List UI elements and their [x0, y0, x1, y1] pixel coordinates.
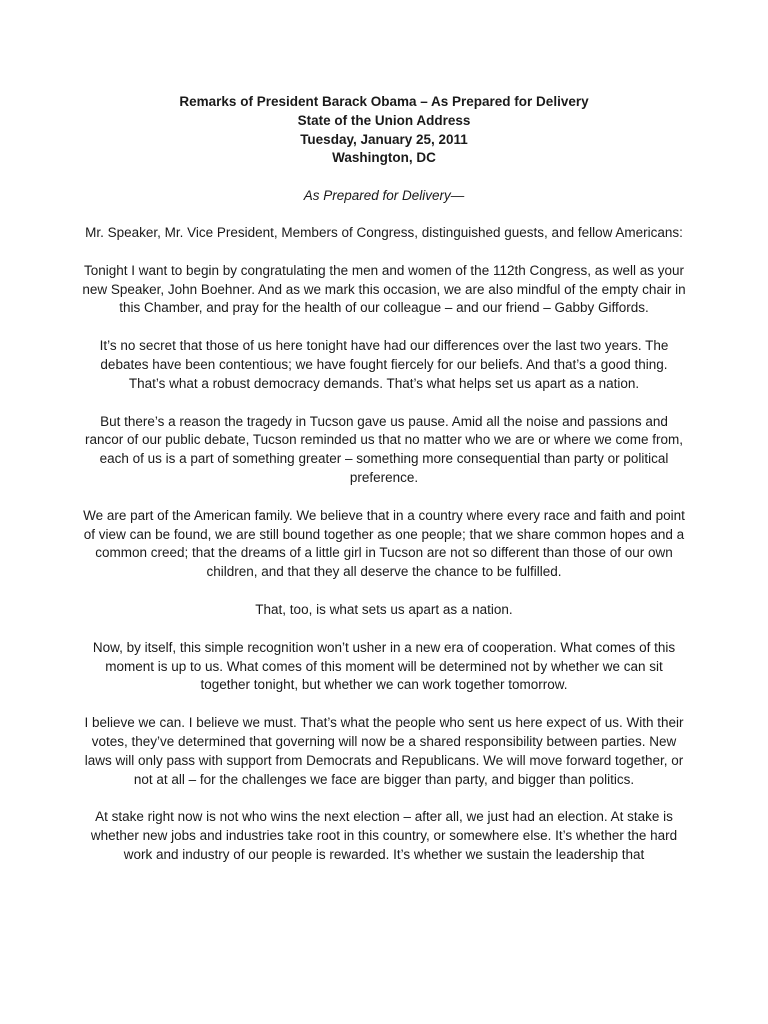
- header-event: State of the Union Address: [297, 112, 471, 128]
- header-location: Washington, DC: [332, 150, 436, 166]
- paragraph-salutation: Mr. Speaker, Mr. Vice President, Members of Congress, distinguished guests, and fellow Americans:: [85, 224, 683, 240]
- header-date: Tuesday, January 25, 2011: [300, 131, 468, 147]
- paragraph-6: That, too, is what sets us apart as a nation.: [255, 601, 513, 617]
- delivery-note: As Prepared for Delivery—: [303, 188, 465, 204]
- paragraph-2: Tonight I want to begin by congratulating the men and women of the 112th Congress, as well as your new Speaker, John Boehner. And as we mark this occasion, we are also mindful of the empty chair in this Chamber, and pray for the health of our colleague – and our friend – Gabby Giffords.: [82, 262, 686, 316]
- paragraph-8: I believe we can. I believe we must. That’s what the people who sent us here expect of us. With their votes, they’ve determined that governing will now be a shared responsibility between parties. New laws will only pass with support from Democrats and Republicans. We will move forward together, or not at all – for the challenges we face are bigger than party, and bigger than politics.: [84, 715, 684, 787]
- paragraph-9: At stake right now is not who wins the next election – after all, we just had an election. At stake is whether new jobs and industries take root in this country, or somewhere else. It’s whether the hard work and industry of our people is rewarded. It’s whether we sustain the leadership that: [90, 809, 678, 862]
- paragraph-3: It’s no secret that those of us here tonight have had our differences over the last two years. The debates have been contentious; we have fought fiercely for our beliefs. And that’s a good thing. That’s what a robust democracy demands. That’s what helps set us apart as a nation.: [99, 338, 669, 391]
- paragraph-4: But there’s a reason the tragedy in Tucson gave us pause. Amid all the noise and passions and rancor of our public debate, Tucson reminded us that no matter who we are or where we come from, each of us is a part of something greater – something more consequential than party or political preference.: [84, 413, 684, 485]
- document-page: [82, 93, 686, 865]
- paragraph-7: Now, by itself, this simple recognition won’t usher in a new era of cooperation. What comes of this moment is up to us. What comes of this moment will be determined not by whether we can sit together tonight, but whether we can work together tomorrow.: [92, 639, 676, 693]
- paragraph-5: We are part of the American family. We believe that in a country where every race and faith and point of view can be found, we are still bound together as one people; that we share common hopes and a common creed; that the dreams of a little girl in Tucson are not so different than those of our own children, and that they all deserve the chance to be fulfilled.: [83, 507, 685, 580]
- header-title: Remarks of President Barack Obama – As Prepared for Delivery: [179, 94, 589, 109]
- document-header: [82, 93, 686, 168]
